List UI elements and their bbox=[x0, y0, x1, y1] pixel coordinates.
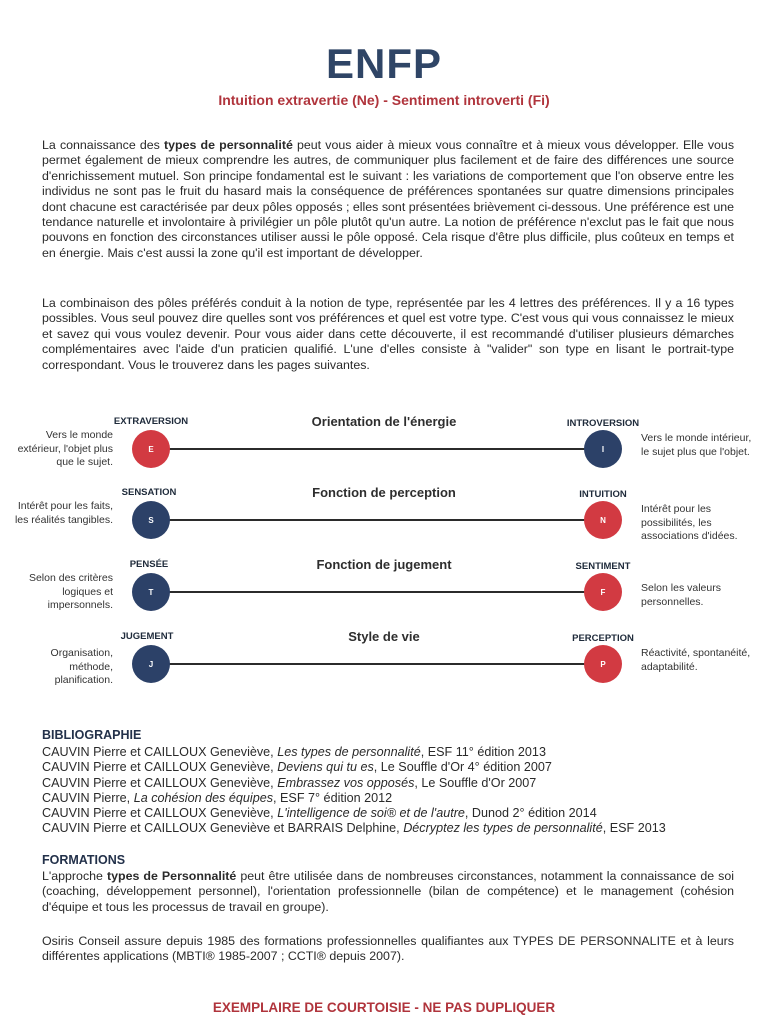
bibliography-entry: CAUVIN Pierre et CAILLOUX Geneviève, L'intelligence de soi® et de l'autre, Dunod 2° édition 2014 bbox=[42, 806, 597, 821]
page-subtitle: Intuition extravertie (Ne) - Sentiment introverti (Fi) bbox=[218, 92, 550, 108]
axis-line bbox=[150, 519, 596, 521]
axis-line bbox=[150, 448, 596, 450]
pole-desc-left: Vers le monde extérieur, l'objet plus que le sujet. bbox=[17, 429, 113, 468]
bibliography-title: BIBLIOGRAPHIE bbox=[42, 728, 142, 742]
pole-label-left: JUGEMENT bbox=[120, 631, 174, 642]
formations-paragraph-2: Osiris Conseil assure depuis 1985 des formations professionnelles qualifiantes aux TYPES DE PERSONNALITE et à leurs différentes applications (MBTI® 1985-2007 ; CCTI® depuis 2007). bbox=[42, 934, 734, 964]
axis-judgement bbox=[0, 557, 768, 627]
pole-label-left: SENSATION bbox=[121, 487, 177, 498]
axis-heading: Style de vie bbox=[348, 629, 420, 644]
pole-label-right: INTUITION bbox=[579, 489, 627, 500]
pole-label-left: EXTRAVERSION bbox=[113, 416, 189, 427]
intro-paragraph-2: La combinaison des pôles préférés conduit à la notion de type, représentée par les 4 lettres des préférences. Il y a 16 types possibles. Vous seul pouvez dire quelles sont vos préférences et quel est votre type. C'est vous qui vous connaissez le mieux et savez qui vous voulez devenir. Pour vous aider dans cette découverte, il est recommandé d'utiliser plusieurs démarches complémentaires avec l'aide d'un praticien qualifié. L'une d'elles consiste à "valider" son type en lisant le portrait-type correspondant. Vous le trouverez dans les pages suivantes. bbox=[42, 296, 734, 372]
axis-line bbox=[150, 591, 596, 593]
pole-circle-p: P bbox=[584, 645, 622, 683]
pole-desc-right: Selon les valeurs personnelles. bbox=[641, 582, 721, 608]
bibliography-entry: CAUVIN Pierre et CAILLOUX Geneviève, Les types de personnalité, ESF 11° édition 2013 bbox=[42, 745, 546, 759]
bibliography-entry: CAUVIN Pierre et CAILLOUX Geneviève, Embrassez vos opposés, Le Souffle d'Or 2007 bbox=[42, 775, 537, 790]
pole-label-right: INTROVERSION bbox=[566, 418, 640, 429]
axis-line bbox=[150, 663, 596, 665]
pole-circle-j: J bbox=[132, 645, 170, 683]
axis-energy bbox=[0, 414, 768, 484]
pole-circle-f: F bbox=[584, 573, 622, 611]
bibliography-list bbox=[42, 745, 742, 837]
footer-notice: EXEMPLAIRE DE COURTOISIE - NE PAS DUPLIQUER bbox=[212, 1000, 556, 1015]
pole-desc-left: Selon des critères logiques et impersonnels. bbox=[28, 572, 113, 611]
pole-circle-s: S bbox=[132, 501, 170, 539]
bibliography-entry: CAUVIN Pierre et CAILLOUX Geneviève, Deviens qui tu es, Le Souffle d'Or 4° édition 2007 bbox=[42, 760, 552, 775]
pole-desc-right: Réactivité, spontanéité, adaptabilité. bbox=[641, 647, 751, 673]
formations-paragraph-1: L'approche types de Personnalité peut être utilisée dans de nombreuses circonstances, notamment la connaissance de soi (coaching, développement personnel), l'orientation professionnelle (bilan de compétence) et le management (cohésion d'équipe et tous les processus de travail en groupe). bbox=[42, 869, 734, 914]
pole-circle-t: T bbox=[132, 573, 170, 611]
page-title: ENFP bbox=[325, 40, 442, 87]
intro-paragraph-1: La connaissance des types de personnalité peut vous aider à mieux vous connaître et à mieux vous développer. Elle vous permet également de mieux comprendre les autres, de communiquer plus facilement et de faire des différences une source d'enrichissement mutuel. Son principe fondamental est le suivant : les variations de comportement que l'on observe entre les individus ne sont pas le fruit du hasard mais la conséquence de préférences spontanées sur quatre dimensions principales dont chacune est caractérisée par deux pôles opposés ; elles sont présentées brièvement ci-dessous. Une préférence est une tendance naturelle et involontaire à privilégier un pôle plutôt qu'un autre. La notion de préférence n'exclut pas le fait que nous pouvons en fonction des circonstances utiliser aussi le pôle opposé. Cela risque d'être plus difficile, plus coûteux en temps et en énergie. Mais c'est aussi la zone qu'il est important de développer. bbox=[42, 138, 735, 260]
pole-desc-left: Organisation, méthode, planification. bbox=[50, 647, 113, 686]
pole-desc-left: Intérêt pour les faits, les réalités tangibles. bbox=[14, 500, 113, 526]
axis-heading: Fonction de perception bbox=[312, 485, 456, 500]
axis-heading: Fonction de jugement bbox=[316, 557, 452, 572]
pole-label-right: PERCEPTION bbox=[572, 633, 634, 644]
pole-circle-e: E bbox=[132, 430, 170, 468]
pole-label-left: PENSÉE bbox=[129, 559, 169, 570]
bibliography-entry: CAUVIN Pierre et CAILLOUX Geneviève et BARRAIS Delphine, Décryptez les types de personnalité, ESF 2013 bbox=[42, 821, 666, 836]
pole-desc-right: Vers le monde intérieur, le sujet plus que l'objet. bbox=[641, 432, 752, 458]
pole-circle-n: N bbox=[584, 501, 622, 539]
axis-heading: Orientation de l'énergie bbox=[311, 414, 457, 429]
axis-lifestyle bbox=[0, 629, 768, 699]
pole-circle-i: I bbox=[584, 430, 622, 468]
axis-perception bbox=[0, 485, 768, 555]
bibliography-entry: CAUVIN Pierre, La cohésion des équipes, ESF 7° édition 2012 bbox=[42, 790, 393, 805]
formations-title: FORMATIONS bbox=[42, 853, 126, 867]
pole-label-right: SENTIMENT bbox=[575, 561, 631, 572]
pole-desc-right: Intérêt pour les possibilités, les associations d'idées. bbox=[641, 503, 738, 542]
